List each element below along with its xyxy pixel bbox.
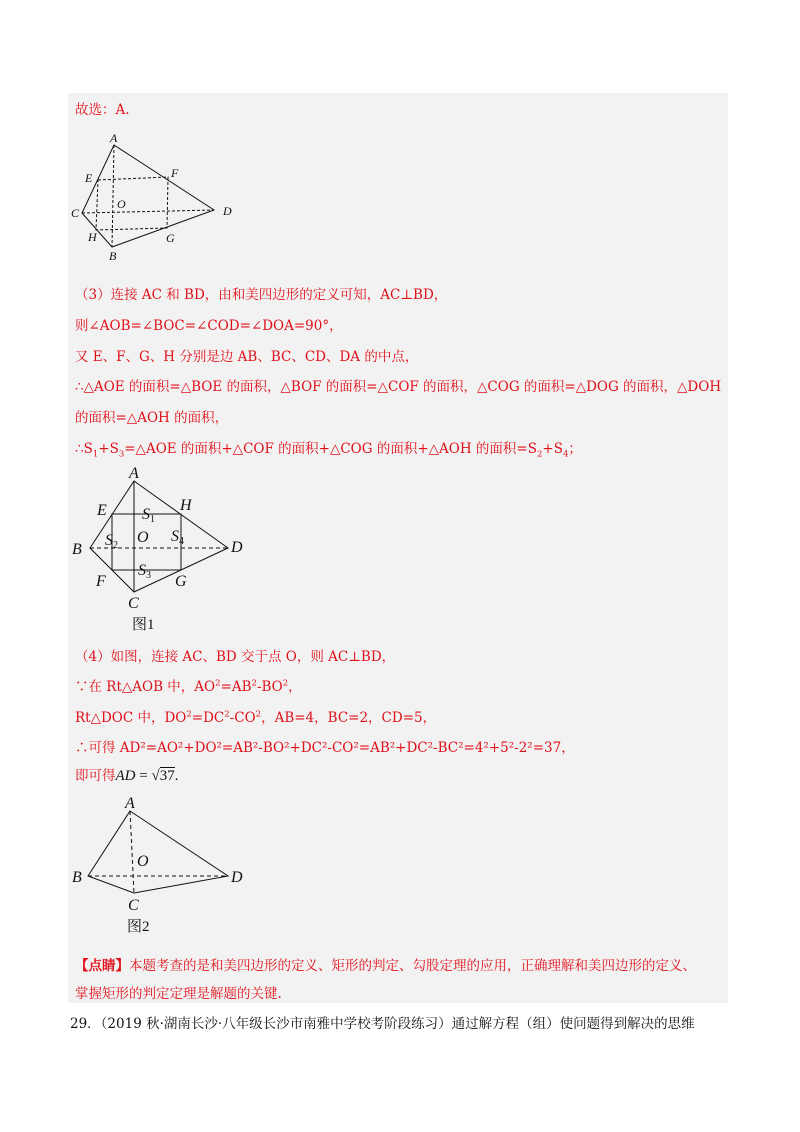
label-b: B	[72, 869, 82, 886]
label-c: C	[128, 897, 139, 914]
superscript: 2	[215, 678, 221, 689]
label-c: C	[71, 206, 80, 220]
step4-line2	[75, 678, 302, 696]
superscript: 2	[224, 709, 230, 720]
figure-kite-a	[70, 130, 250, 265]
text-seg: =DC	[191, 710, 225, 726]
label-h: H	[180, 497, 192, 514]
tip-line2: 掌握矩形的判定定理是解题的关键.	[75, 986, 282, 1002]
label-e: E	[85, 171, 93, 185]
question-29: 29．（2019 秋·湖南长沙·八年级长沙市南雅中学校考阶段练习）通过解方程（组）使问题得到解决的思维	[70, 1016, 695, 1032]
step4-line5	[75, 767, 178, 785]
subscript: 3	[118, 449, 125, 460]
text-seg: +S	[542, 441, 563, 457]
label-f: F	[96, 573, 106, 590]
text-seg: =△AOE 的面积+△COF 的面积+△COG 的面积+△AOH 的面积=S	[124, 441, 537, 457]
figure-1-caption: 图1	[132, 617, 155, 633]
text-seg: ∵在 Rt△AOB 中，AO	[75, 679, 216, 695]
subscript: 2	[536, 449, 543, 460]
answer-line: 故选：A.	[75, 102, 130, 118]
math-eq: =	[135, 768, 152, 784]
step3-line2: 则∠AOB=∠BOC=∠COD=∠DOA=90°，	[75, 318, 343, 334]
label-o: O	[117, 197, 126, 211]
sqrt-sign: √	[151, 768, 160, 784]
text-seg: ∴S	[75, 441, 93, 457]
label-f: F	[171, 166, 179, 180]
label-c: C	[128, 595, 139, 612]
step4-line1: （4）如图，连接 AC、BD 交于点 O，则 AC⊥BD，	[75, 649, 396, 665]
tip-line1	[75, 957, 696, 975]
step3-line1: （3）连接 AC 和 BD，由和美四边形的定义可知，AC⊥BD，	[75, 287, 448, 303]
figure-1	[70, 466, 255, 636]
superscript: 2	[251, 678, 257, 689]
text-seg: +S	[98, 441, 119, 457]
label-g: G	[166, 231, 175, 245]
text-seg: -CO	[229, 710, 256, 726]
figure-2-caption: 图2	[127, 919, 150, 935]
text-seg: ，AB=4，BC=2，CD=5，	[261, 710, 437, 726]
text-seg: .	[174, 768, 179, 784]
label-s2: S2	[105, 532, 118, 551]
step3-line6	[75, 440, 582, 458]
tip-label: 【点睛】	[75, 958, 129, 974]
label-s1: S1	[142, 506, 155, 525]
superscript: 2	[282, 678, 289, 689]
text-seg: 即可得	[75, 768, 116, 784]
figure-2	[70, 796, 255, 946]
label-s4: S4	[171, 528, 184, 547]
label-a: A	[110, 131, 118, 145]
step3-line5: 的面积=△AOH 的面积，	[75, 410, 229, 426]
subscript: 4	[562, 449, 569, 460]
label-d: D	[231, 539, 243, 556]
label-a: A	[125, 795, 135, 812]
step4-line4: ∴可得 AD²=AO²+DO²=AB²-BO²+DC²-CO²=AB²+DC²-BC²=4²+5²-2²=37，	[75, 740, 575, 756]
subscript: 1	[92, 449, 99, 460]
superscript: 2	[255, 709, 262, 720]
text-seg: =AB	[220, 679, 252, 695]
superscript: 2	[186, 709, 192, 720]
label-s3: S3	[138, 562, 151, 581]
label-o: O	[137, 853, 149, 870]
step3-line3: 又 E、F、G、H 分别是边 AB、BC、CD、DA 的中点，	[75, 349, 419, 365]
label-d: D	[231, 869, 243, 886]
label-b: B	[109, 249, 117, 263]
text-seg: ，	[288, 679, 302, 695]
text-seg: Rt△DOC 中，DO	[75, 710, 187, 726]
text-seg: -BO	[256, 679, 283, 695]
label-h: H	[88, 230, 97, 244]
step4-line3	[75, 709, 436, 727]
math-ad: AD	[115, 768, 136, 784]
label-d: D	[223, 204, 232, 218]
label-o: O	[137, 529, 149, 546]
radicand: 37	[159, 768, 175, 784]
tip-text: 本题考查的是和美四边形的定义、矩形的判定、勾股定理的应用，正确理解和美四边形的定义、	[129, 958, 696, 974]
step3-line4: ∴△AOE 的面积=△BOE 的面积，△BOF 的面积=△COF 的面积，△COG 的面积=△DOG 的面积，△DOH	[75, 379, 722, 395]
label-b: B	[72, 541, 82, 558]
label-g: G	[175, 573, 187, 590]
text-seg: ；	[568, 441, 582, 457]
label-e: E	[97, 502, 107, 519]
label-a: A	[129, 465, 139, 482]
